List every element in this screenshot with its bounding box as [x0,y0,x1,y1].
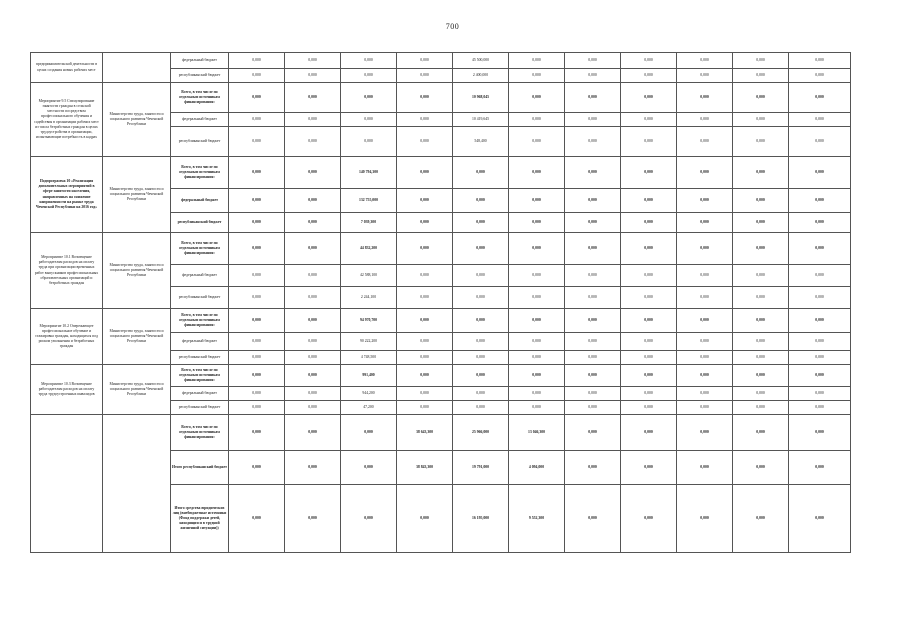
value-cell: 0,000 [285,213,341,233]
value-cell: 0,000 [509,365,565,387]
value-cell: 0,000 [677,485,733,553]
table-row [31,157,851,189]
value-cell: 0,000 [789,213,851,233]
value-cell: 7 039,300 [341,213,397,233]
value-cell: 0,000 [789,309,851,333]
value-cell: 0,000 [341,415,397,451]
value-cell: 0,000 [285,485,341,553]
value-cell: 0,000 [733,69,789,83]
executor-cell [103,415,171,553]
value-cell: 0,000 [621,485,677,553]
value-cell: 9 552,300 [509,485,565,553]
value-cell: 0,000 [285,309,341,333]
value-cell: 94 970,700 [341,309,397,333]
funding-source-cell: Всего, в том числе по отдельным источникам финансирования: [171,309,229,333]
value-cell: 0,000 [565,113,621,127]
value-cell: 0,000 [397,387,453,401]
value-cell: 0,000 [285,351,341,365]
value-cell: 0,000 [789,287,851,309]
value-cell: 0,000 [229,69,285,83]
funding-source-cell: федеральный бюджет [171,333,229,351]
value-cell: 0,000 [509,113,565,127]
value-cell: 0,000 [509,387,565,401]
measure-name-cell: Подпрограмма 10 «Реализация дополнительных мероприятий в сфере занятости населения, направленных на снижение напряженности на рынке труда Чеченской Республики на 2016 год» [31,157,103,233]
value-cell: 0,000 [677,83,733,113]
value-cell: 0,000 [229,127,285,157]
measure-name-cell: предпринимательской деятельности в целях создания новых рабочих мест [31,53,103,83]
value-cell: 0,000 [789,53,851,69]
value-cell: 0,000 [733,351,789,365]
value-cell: 0,000 [621,53,677,69]
value-cell: 0,000 [789,189,851,213]
value-cell: 0,000 [565,83,621,113]
value-cell: 0,000 [789,233,851,265]
value-cell: 0,000 [285,113,341,127]
value-cell: 0,000 [509,265,565,287]
value-cell: 38 643,300 [397,415,453,451]
value-cell: 0,000 [397,351,453,365]
value-cell: 0,000 [565,189,621,213]
value-cell: 0,000 [285,415,341,451]
value-cell: 0,000 [509,309,565,333]
value-cell: 90 222,200 [341,333,397,351]
value-cell: 45 500,000 [453,53,509,69]
value-cell: 0,000 [565,69,621,83]
funding-source-cell: федеральный бюджет [171,53,229,69]
value-cell: 0,000 [285,265,341,287]
value-cell: 0,000 [733,83,789,113]
value-cell: 0,000 [285,127,341,157]
value-cell: 0,000 [453,287,509,309]
executor-cell: Министерство труда, занятости и социального развития Чеченской Республики [103,157,171,233]
executor-cell: Министерство труда, занятости и социального развития Чеченской Республики [103,233,171,309]
value-cell: 0,000 [677,287,733,309]
value-cell: 0,000 [397,401,453,415]
value-cell: 0,000 [509,157,565,189]
value-cell: 0,000 [565,233,621,265]
funding-source-cell: республиканский бюджет [171,69,229,83]
value-cell: 0,000 [677,365,733,387]
value-cell: 0,000 [733,157,789,189]
value-cell: 0,000 [677,333,733,351]
value-cell: 0,000 [621,309,677,333]
funding-source-cell: федеральный бюджет [171,387,229,401]
funding-source-cell: республиканский бюджет [171,401,229,415]
funding-source-cell: Всего, в том числе по отдельным источникам финансирования: [171,365,229,387]
value-cell: 0,000 [733,113,789,127]
value-cell: 0,000 [397,157,453,189]
value-cell: 0,000 [341,485,397,553]
value-cell: 0,000 [229,53,285,69]
value-cell: 0,000 [229,157,285,189]
value-cell: 0,000 [397,213,453,233]
value-cell: 0,000 [509,233,565,265]
value-cell: 0,000 [733,333,789,351]
funding-source-cell: федеральный бюджет [171,265,229,287]
value-cell: 0,000 [789,351,851,365]
measure-name-cell: Мероприятие 9.5 Стимулирование занятости граждан в сельской местности посредством профессионального обучения и содействия в организации рабочих мест из числа безработных граждан в целях трудоустройства в организации, испытывающие потребность в кадрах [31,83,103,157]
value-cell: 0,000 [397,265,453,287]
value-cell: 2 244,100 [341,287,397,309]
value-cell: 0,000 [229,485,285,553]
measure-name-cell: Мероприятие 10.3 Возмещение работодателям расходов на оплату труда трудоустроенных инвалидов [31,365,103,415]
value-cell: 548,400 [453,127,509,157]
value-cell: 0,000 [285,333,341,351]
value-cell: 0,000 [509,53,565,69]
value-cell: 0,000 [229,387,285,401]
value-cell: 0,000 [733,401,789,415]
value-cell: 10 419,645 [453,113,509,127]
value-cell: 0,000 [509,287,565,309]
value-cell: 0,000 [677,401,733,415]
value-cell: 0,000 [565,265,621,287]
value-cell: 0,000 [229,309,285,333]
value-cell: 4 748,500 [341,351,397,365]
value-cell: 0,000 [621,189,677,213]
value-cell: 0,000 [733,233,789,265]
value-cell: 0,000 [285,83,341,113]
value-cell: 0,000 [733,309,789,333]
value-cell: 0,000 [285,69,341,83]
value-cell: 0,000 [229,451,285,485]
value-cell: 0,000 [509,189,565,213]
value-cell: 0,000 [341,451,397,485]
value-cell: 38 843,300 [397,451,453,485]
value-cell: 0,000 [565,401,621,415]
value-cell: 0,000 [229,213,285,233]
value-cell: 0,000 [229,333,285,351]
funding-source-cell: Всего, в том числе по отдельным источникам финансирования: [171,157,229,189]
value-cell: 0,000 [341,69,397,83]
value-cell: 0,000 [565,157,621,189]
funding-source-cell: Итого республиканский бюджет [171,451,229,485]
value-cell: 0,000 [285,233,341,265]
value-cell: 0,000 [677,233,733,265]
executor-cell: Министерство труда, занятости и социального развития Чеченской Республики [103,365,171,415]
value-cell: 0,000 [621,69,677,83]
value-cell: 0,000 [397,333,453,351]
value-cell: 0,000 [565,53,621,69]
value-cell: 0,000 [509,83,565,113]
value-cell: 0,000 [733,387,789,401]
value-cell: 0,000 [621,451,677,485]
measure-name-cell: Мероприятие 10.2 Опережающее профессиональное обучение и стажировка граждан, находящихся под риском увольнения и безработных граждан [31,309,103,365]
value-cell: 0,000 [509,69,565,83]
funding-source-cell: республиканский бюджет [171,351,229,365]
value-cell: 0,000 [621,287,677,309]
budget-table [30,52,851,553]
value-cell: 0,000 [621,213,677,233]
value-cell: 991,400 [341,365,397,387]
measure-name-cell [31,415,103,553]
value-cell: 0,000 [677,351,733,365]
value-cell: 0,000 [509,213,565,233]
value-cell: 0,000 [621,113,677,127]
table-row [31,365,851,387]
value-cell: 0,000 [285,365,341,387]
value-cell: 0,000 [789,365,851,387]
value-cell: 0,000 [509,333,565,351]
value-cell: 0,000 [285,287,341,309]
value-cell: 0,000 [621,233,677,265]
value-cell: 0,000 [397,127,453,157]
value-cell: 0,000 [453,387,509,401]
value-cell: 0,000 [677,127,733,157]
value-cell: 0,000 [509,127,565,157]
value-cell: 0,000 [397,69,453,83]
value-cell: 0,000 [677,69,733,83]
value-cell: 0,000 [677,415,733,451]
funding-source-cell: республиканский бюджет [171,213,229,233]
value-cell: 0,000 [621,265,677,287]
value-cell: 0,000 [789,401,851,415]
value-cell: 0,000 [733,53,789,69]
value-cell: 0,000 [733,213,789,233]
value-cell: 0,000 [565,287,621,309]
value-cell: 0,000 [789,387,851,401]
value-cell: 0,000 [677,387,733,401]
value-cell: 0,000 [621,415,677,451]
executor-cell: Министерство труда, занятости и социального развития Чеченской Республики [103,83,171,157]
value-cell: 0,000 [397,189,453,213]
funding-source-cell: Всего, в том числе по отдельным источникам финансирования: [171,233,229,265]
funding-source-cell: республиканский бюджет [171,127,229,157]
value-cell: 0,000 [789,83,851,113]
table-row [31,233,851,265]
value-cell: 0,000 [453,213,509,233]
value-cell: 0,000 [341,127,397,157]
executor-cell [103,53,171,83]
value-cell: 132 755,000 [341,189,397,213]
value-cell: 25 966,000 [453,415,509,451]
value-cell: 0,000 [733,451,789,485]
value-cell: 0,000 [677,189,733,213]
value-cell: 4 094,000 [509,451,565,485]
value-cell: 0,000 [397,287,453,309]
value-cell: 0,000 [229,189,285,213]
value-cell: 0,000 [453,365,509,387]
value-cell: 0,000 [229,265,285,287]
value-cell: 44 832,200 [341,233,397,265]
funding-source-cell: Всего, в том числе по отдельным источникам финансирования: [171,83,229,113]
value-cell: 0,000 [565,351,621,365]
value-cell: 944,200 [341,387,397,401]
value-cell: 0,000 [565,415,621,451]
value-cell: 0,000 [733,189,789,213]
value-cell: 0,000 [453,233,509,265]
funding-source-cell: республиканский бюджет [171,287,229,309]
page-number: 700 [445,22,460,31]
value-cell: 0,000 [733,365,789,387]
value-cell: 0,000 [229,415,285,451]
value-cell: 0,000 [229,351,285,365]
value-cell: 0,000 [285,53,341,69]
value-cell: 2 400,000 [453,69,509,83]
value-cell: 0,000 [621,157,677,189]
value-cell: 0,000 [229,287,285,309]
value-cell: 0,000 [677,213,733,233]
value-cell: 0,000 [397,53,453,69]
value-cell: 0,000 [565,309,621,333]
value-cell: 0,000 [621,387,677,401]
value-cell: 42 588,100 [341,265,397,287]
value-cell: 0,000 [509,401,565,415]
value-cell: 0,000 [621,333,677,351]
value-cell: 0,000 [789,113,851,127]
value-cell: 0,000 [229,365,285,387]
measure-name-cell: Мероприятие 10.1 Возмещение работодателям расходов на оплату труда при организации временных работ выпускников профессиональных образовательных организаций и безработных граждан [31,233,103,309]
executor-cell: Министерство труда, занятости и социального развития Чеченской Республики [103,309,171,365]
value-cell: 0,000 [397,113,453,127]
value-cell: 16 195,000 [453,485,509,553]
value-cell: 0,000 [509,351,565,365]
funding-source-cell: федеральный бюджет [171,189,229,213]
value-cell: 0,000 [453,157,509,189]
value-cell: 0,000 [789,485,851,553]
value-cell: 0,000 [341,113,397,127]
table-row [31,53,851,69]
value-cell: 0,000 [789,265,851,287]
value-cell: 0,000 [229,113,285,127]
value-cell: 0,000 [453,309,509,333]
value-cell: 0,000 [789,69,851,83]
value-cell: 13 046,300 [509,415,565,451]
value-cell: 0,000 [397,83,453,113]
funding-source-cell: Итого средства юридических лиц (внебюджетные источники (Фонд поддержки детей, находящихся в трудной жизненной ситуации)) [171,485,229,553]
value-cell: 0,000 [285,157,341,189]
funding-source-cell: федеральный бюджет [171,113,229,127]
value-cell: 0,000 [789,157,851,189]
value-cell: 0,000 [677,451,733,485]
value-cell: 0,000 [565,333,621,351]
value-cell: 0,000 [453,189,509,213]
value-cell: 0,000 [341,53,397,69]
value-cell: 0,000 [453,351,509,365]
value-cell: 0,000 [789,451,851,485]
value-cell: 10 968,045 [453,83,509,113]
value-cell: 0,000 [397,309,453,333]
value-cell: 0,000 [677,157,733,189]
value-cell: 0,000 [229,401,285,415]
table-row [31,83,851,113]
value-cell: 0,000 [621,365,677,387]
value-cell: 0,000 [621,83,677,113]
value-cell: 0,000 [733,265,789,287]
value-cell: 0,000 [789,415,851,451]
value-cell: 0,000 [229,83,285,113]
value-cell: 0,000 [733,127,789,157]
value-cell: 0,000 [229,233,285,265]
value-cell: 0,000 [285,401,341,415]
table-row [31,309,851,333]
value-cell: 0,000 [453,401,509,415]
value-cell: 0,000 [733,485,789,553]
value-cell: 0,000 [565,127,621,157]
value-cell: 0,000 [621,401,677,415]
value-cell: 0,000 [565,365,621,387]
value-cell: 0,000 [285,451,341,485]
value-cell: 0,000 [397,365,453,387]
value-cell: 0,000 [621,351,677,365]
value-cell: 47,200 [341,401,397,415]
value-cell: 0,000 [565,451,621,485]
value-cell: 0,000 [285,189,341,213]
value-cell: 0,000 [677,53,733,69]
value-cell: 0,000 [677,309,733,333]
value-cell: 0,000 [397,485,453,553]
value-cell: 0,000 [285,387,341,401]
value-cell: 0,000 [453,333,509,351]
value-cell: 0,000 [565,485,621,553]
value-cell: 0,000 [733,415,789,451]
value-cell: 0,000 [621,127,677,157]
value-cell: 0,000 [733,287,789,309]
value-cell: 0,000 [677,265,733,287]
value-cell: 0,000 [341,83,397,113]
value-cell: 0,000 [789,333,851,351]
value-cell: 0,000 [677,113,733,127]
value-cell: 0,000 [453,265,509,287]
funding-source-cell: Всего, в том числе по отдельным источникам финансирования: [171,415,229,451]
value-cell: 0,000 [397,233,453,265]
value-cell: 140 794,300 [341,157,397,189]
value-cell: 0,000 [565,387,621,401]
table-row [31,415,851,451]
value-cell: 0,000 [565,213,621,233]
value-cell: 19 791,000 [453,451,509,485]
value-cell: 0,000 [789,127,851,157]
